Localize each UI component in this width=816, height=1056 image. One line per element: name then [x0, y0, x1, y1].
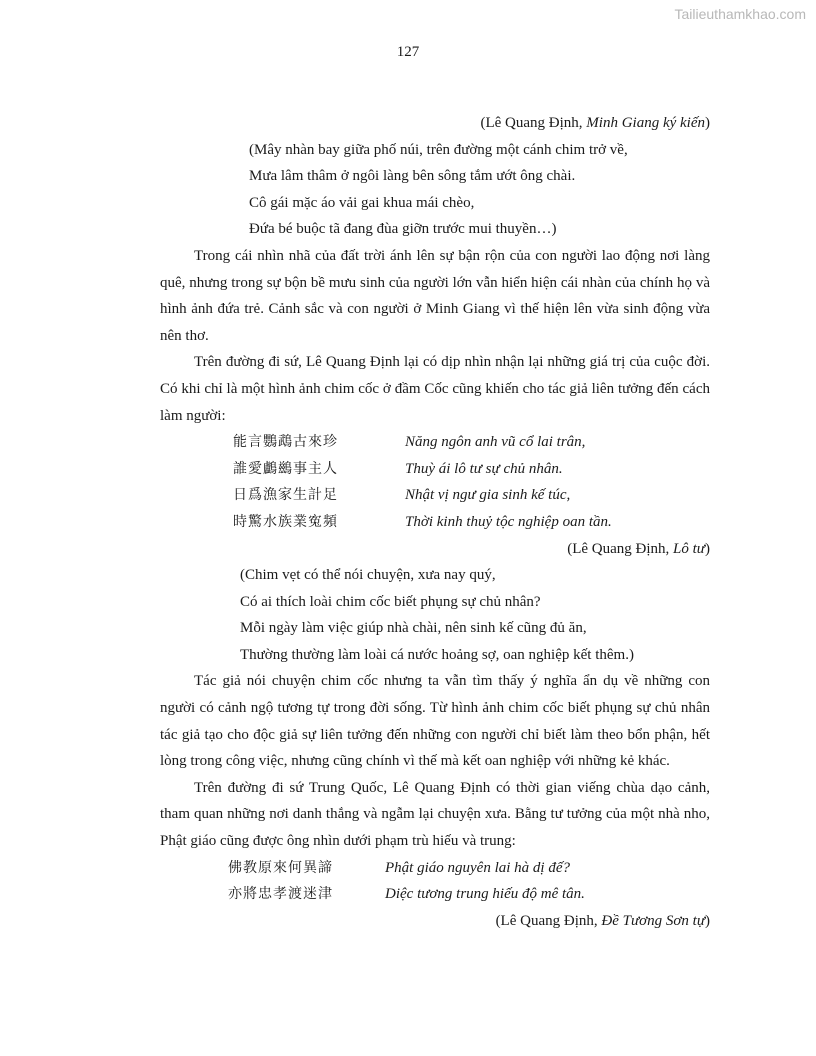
- page-body: [160, 110, 710, 934]
- han-text: 誰愛鸕鷀事主人: [233, 460, 338, 477]
- citation-minh-giang: (Lê Quang Định, Minh Giang ký kiến): [480, 115, 710, 131]
- citation-tuong-son-tu: (Lê Quang Định, Đề Tương Sơn tự): [495, 912, 710, 929]
- poem-tuong-son-tu: [160, 855, 710, 908]
- poem-line: [160, 456, 710, 483]
- verse-line: Thường thường làm loài cá nước hoảng sợ, oan nghiệp kết thêm.): [240, 646, 634, 663]
- paragraph: Tác giả nói chuyện chim cốc nhưng ta vẫn tìm thấy ý nghĩa ẩn dụ về những con người có cảnh ngộ tương tự trong đời sống. Từ hình ảnh chim cốc biết phụng sự chủ nhân tác giả tạo cho độc giả sự liên tưởng đến những con người chỉ biết làm theo bổn phận, hết lòng trong công việc, nhưng cũng chính vì thế mà kết oan nghiệp với những kẻ khác.: [160, 673, 710, 770]
- translation-verse-2: [160, 562, 710, 668]
- watermark: Tailieuthamkhao.com: [674, 6, 806, 22]
- poem-line: [160, 855, 710, 882]
- han-text: 日爲漁家生計足: [233, 487, 338, 504]
- citation-lo-tu: (Lê Quang Định, Lô tư): [567, 540, 710, 557]
- poem-line: [160, 429, 710, 456]
- paragraph: Trên đường đi sứ Trung Quốc, Lê Quang Định có thời gian viếng chùa dạo cảnh, tham quan những nơi danh thắng và ngẫm lại chuyện xưa. Bằng tư tưởng của một nhà nho, Phật giáo cũng được ông nhìn dưới phạm trù hiếu và trung:: [160, 779, 710, 850]
- paragraph: Trên đường đi sứ, Lê Quang Định lại có dịp nhìn nhận lại những giá trị của cuộc đời. Có khi chỉ là một hình ảnh chim cốc ở đầm Cốc cũng khiến cho tác giả liên tưởng đến cách làm người:: [160, 354, 710, 424]
- paragraph: Trong cái nhìn nhã của đất trời ánh lên sự bận rộn của con người lao động nơi làng quê, nhưng trong sự bộn bề mưu sinh của người lớn vẫn hiển hiện cái nhàn của chính họ và hình ảnh đứa trẻ. Cảnh sắc và con người ở Minh Giang vì thế hiện lên vừa sinh động vừa nên thơ.: [160, 247, 710, 344]
- verse-line: Mưa lâm thâm ở ngôi làng bên sông tắm ướt ông chài.: [249, 168, 576, 185]
- poem-line: [160, 509, 710, 536]
- verse-line: Có ai thích loài chim cốc biết phụng sự chủ nhân?: [240, 593, 541, 610]
- verse-line: (Mây nhàn bay giữa phố núi, trên đường một cánh chim trở về,: [249, 141, 628, 158]
- verse-line: Mỗi ngày làm việc giúp nhà chài, nên sinh kế cũng đủ ăn,: [240, 620, 587, 637]
- translation-verse-1: [160, 137, 710, 243]
- verse-line: Cô gái mặc áo vải gai khua mái chèo,: [249, 194, 475, 211]
- han-text: 時驚水族業寃頻: [233, 513, 338, 530]
- poem-line: [160, 482, 710, 509]
- transliteration: Nhật vị ngư gia sinh kế túc,: [405, 487, 571, 504]
- transliteration: Thuỳ ái lô tư sự chủ nhân.: [405, 460, 563, 477]
- poem-line: [160, 881, 710, 908]
- verse-line: Đứa bé buộc tã đang đùa giỡn trước mui thuyền…): [249, 221, 557, 238]
- poem-lo-tu: [160, 429, 710, 535]
- verse-line: (Chim vẹt có thể nói chuyện, xưa nay quý,: [240, 567, 496, 584]
- transliteration: Thời kinh thuỷ tộc nghiệp oan tần.: [405, 513, 612, 530]
- transliteration: Năng ngôn anh vũ cổ lai trân,: [405, 434, 586, 451]
- han-text: 能言鸚鵡古來珍: [233, 434, 338, 451]
- transliteration: Phật giáo nguyên lai hà dị đế?: [385, 859, 570, 876]
- han-text: 佛教原來何異諦: [228, 859, 333, 876]
- page-number: 127: [396, 44, 420, 60]
- transliteration: Diệc tương trung hiếu độ mê tân.: [385, 886, 585, 903]
- han-text: 亦將忠孝渡迷津: [228, 886, 333, 903]
